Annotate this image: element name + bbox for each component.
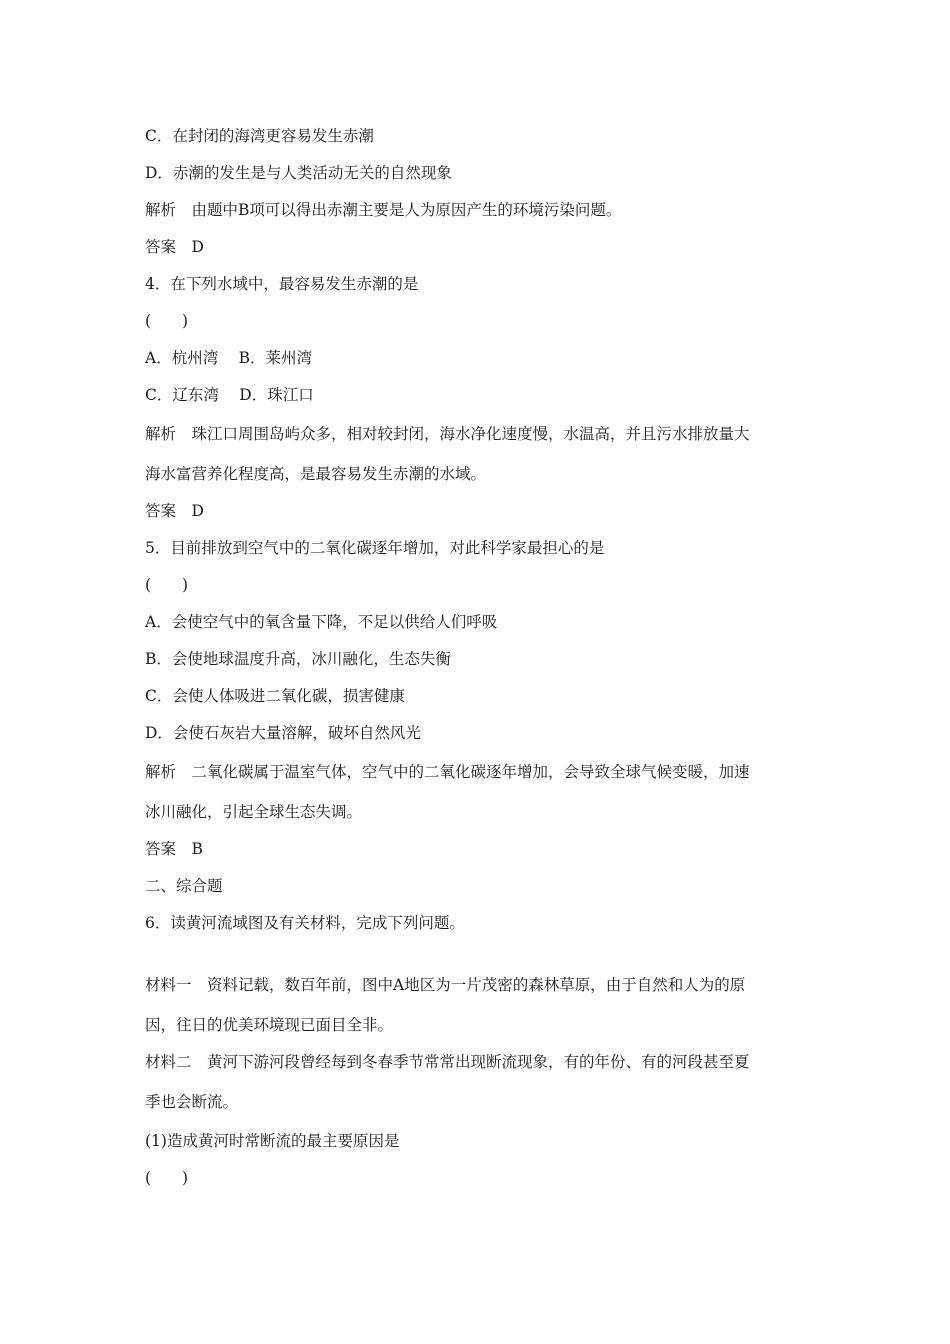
- answer-bracket-q5: ( ): [145, 576, 189, 594]
- options-cd-q4: C．辽东湾 D．珠江口: [145, 386, 314, 404]
- option-a-q5: A．会使空气中的氧含量下降，不足以供给人们呼吸: [145, 613, 498, 631]
- question-4: 4．在下列水域中，最容易发生赤潮的是: [145, 275, 419, 293]
- option-c-q5: C．会使人体吸进二氧化碳，损害健康: [145, 687, 405, 705]
- analysis-q4-line2: 海水富营养化程度高，是最容易发生赤潮的水域。: [145, 465, 487, 483]
- options-ab-q4: A．杭州湾 B．莱州湾: [145, 349, 313, 367]
- question-6: 6．读黄河流域图及有关材料，完成下列问题。: [145, 914, 465, 932]
- analysis-q5-line1: 解析 二氧化碳属于温室气体，空气中的二氧化碳逐年增加，会导致全球气候变暖，加速: [145, 763, 750, 781]
- material-2-line2: 季也会断流。: [145, 1093, 239, 1111]
- analysis-q4-line1: 解析 珠江口周围岛屿众多，相对较封闭，海水净化速度慢，水温高，并且污水排放量大: [145, 425, 750, 443]
- answer-q3: 答案 D: [145, 238, 204, 256]
- answer-q5: 答案 B: [145, 840, 203, 858]
- answer-q4: 答案 D: [145, 502, 204, 520]
- option-c-q3: C．在封闭的海湾更容易发生赤潮: [145, 127, 374, 145]
- answer-bracket-sub-1: ( ): [145, 1169, 189, 1187]
- sub-question-1: (1)造成黄河时常断流的最主要原因是: [145, 1132, 400, 1150]
- analysis-q3: 解析 由题中B项可以得出赤潮主要是人为原因产生的环境污染问题。: [145, 201, 622, 219]
- section-heading: 二、综合题: [145, 877, 223, 895]
- analysis-q5-line2: 冰川融化，引起全球生态失调。: [145, 803, 363, 821]
- answer-bracket-q4: ( ): [145, 312, 189, 330]
- material-2-line1: 材料二 黄河下游河段曾经每到冬春季节常常出现断流现象，有的年份、有的河段甚至夏: [145, 1053, 750, 1071]
- question-5: 5．目前排放到空气中的二氧化碳逐年增加，对此科学家最担心的是: [145, 539, 605, 557]
- material-1-line1: 材料一 资料记载，数百年前，图中A地区为一片茂密的森林草原，由于自然和人为的原: [145, 976, 746, 994]
- option-b-q5: B．会使地球温度升高，冰川融化，生态失衡: [145, 650, 451, 668]
- option-d-q3: D．赤潮的发生是与人类活动无关的自然现象: [145, 164, 452, 182]
- material-1-line2: 因，往日的优美环境现已面目全非。: [145, 1016, 394, 1034]
- option-d-q5: D．会使石灰岩大量溶解，破坏自然风光: [145, 724, 421, 742]
